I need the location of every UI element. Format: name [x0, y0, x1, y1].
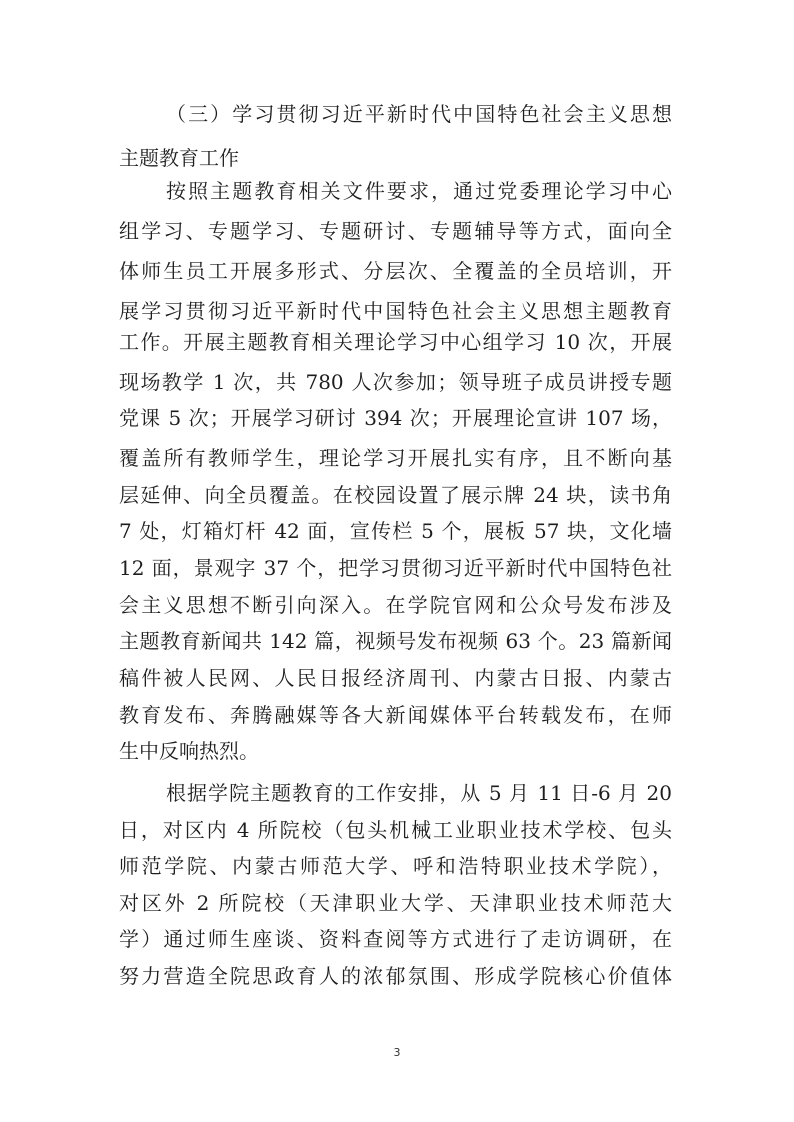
paragraph-line: 努力营造全院思政育人的浓郁氛围、形成学院核心价值体 — [119, 964, 672, 988]
paragraph-line: 按照主题教育相关文件要求，通过党委理论学习中心 — [166, 179, 672, 203]
section-heading-line-2: 主题教育工作 — [119, 146, 239, 170]
paragraph-line: 层延伸、向全员覆盖。在校园设置了展示牌 24 块，读书角 — [119, 483, 672, 507]
paragraph-line: 师范学院、内蒙古师范大学、呼和浩特职业技术学院）， — [119, 854, 672, 878]
paragraph-line: 教育发布、奔腾融媒等各大新闻媒体平台转载发布，在师 — [119, 703, 672, 727]
paragraph-line: 覆盖所有教师学生，理论学习开展扎实有序，且不断向基 — [119, 446, 672, 470]
paragraph-line: 对区外 2 所院校（天津职业大学、天津职业技术师范大 — [119, 891, 672, 915]
paragraph-line: 12 面，景观字 37 个，把学习贯彻习近平新时代中国特色社 — [119, 556, 672, 580]
section-heading-line-1: （三）学习贯彻习近平新时代中国特色社会主义思想 — [166, 102, 672, 126]
paragraph-line: 党课 5 次；开展学习研讨 394 次；开展理论宣讲 107 场， — [119, 406, 672, 430]
paragraph-line: 根据学院主题教育的工作安排，从 5 月 11 日-6 月 20 — [166, 781, 672, 805]
paragraph-line: 组学习、专题学习、专题研讨、专题辅导等方式，面向全 — [119, 219, 672, 243]
paragraph-line: 日，对区内 4 所院校（包头机械工业职业技术学校、包头 — [119, 818, 672, 842]
paragraph-line: 主题教育新闻共 142 篇，视频号发布视频 63 个。23 篇新闻 — [119, 629, 672, 653]
paragraph-line: 7 处，灯箱灯杆 42 面，宣传栏 5 个，展板 57 块，文化墙 — [119, 519, 672, 543]
page-number: 3 — [393, 1046, 401, 1059]
paragraph-line: 现场教学 1 次，共 780 人次参加；领导班子成员讲授专题 — [119, 370, 672, 394]
paragraph-line: 体师生员工开展多形式、分层次、全覆盖的全员培训，开 — [119, 259, 672, 283]
paragraph-line: 工作。开展主题教育相关理论学习中心组学习 10 次，开展 — [119, 330, 672, 354]
paragraph-line: 稿件被人民网、人民日报经济周刊、内蒙古日报、内蒙古 — [119, 666, 672, 690]
paragraph-line: 生中反响热烈。 — [119, 739, 259, 763]
paragraph-line: 会主义思想不断引向深入。在学院官网和公众号发布涉及 — [119, 593, 672, 617]
paragraph-line: 学）通过师生座谈、资料查阅等方式进行了走访调研，在 — [119, 927, 672, 951]
paragraph-line: 展学习贯彻习近平新时代中国特色社会主义思想主题教育 — [119, 299, 672, 323]
